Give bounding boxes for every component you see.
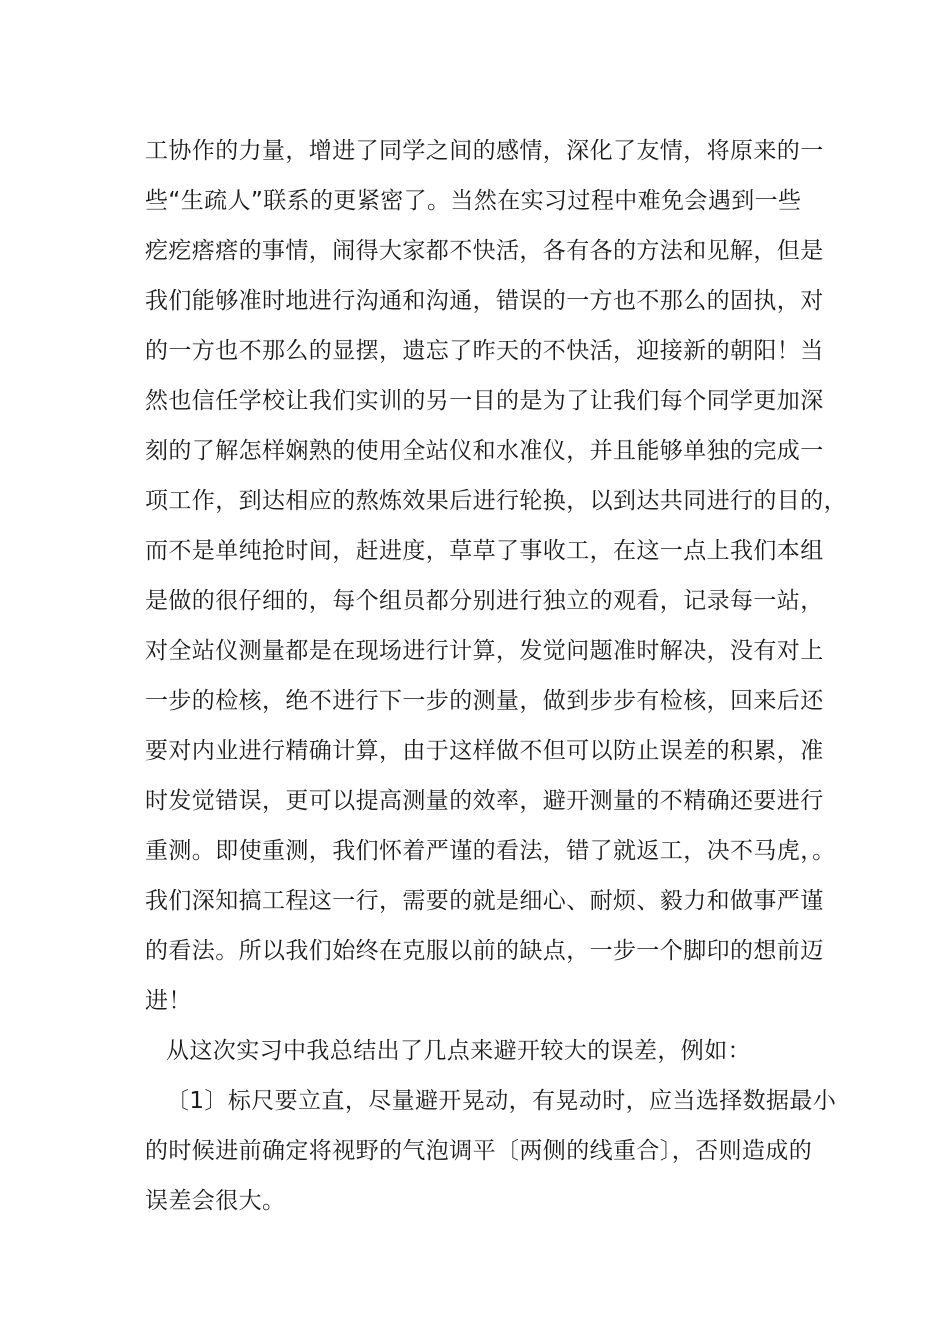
document-body [145, 126, 847, 1226]
paragraph-3 [145, 1076, 835, 1226]
text-line: 从这次实习中我总结出了几点来避开较大的误差，例如： [166, 1038, 751, 1064]
text-line: 时发觉错误，更可以提高测量的效率，避开测量的不精确还要进行 [145, 788, 824, 814]
text-line: 我们能够准时地进行沟通和沟通，错误的一方也不那么的固执，对 [145, 288, 824, 314]
text-line: 然也信任学校让我们实训的另一目的是为了让我们每个同学更加深 [145, 388, 824, 414]
text-line: 工协作的力量，增进了同学之间的感情，深化了友情，将原来的一 [145, 138, 824, 164]
text-line: 对全站仪测量都是在现场进行计算，发觉问题准时解决，没有对上 [145, 638, 824, 664]
text-line: 的看法。所以我们始终在克服以前的缺点，一步一个脚印的想前迈 [145, 938, 824, 964]
text-line: 要对内业进行精确计算，由于这样做不但可以防止误差的积累，准 [145, 738, 824, 764]
text-line: 项工作，到达相应的熬炼效果后进行轮换，以到达共同进行的目的， [145, 488, 847, 514]
text-line: 重测。即使重测，我们怀着严谨的看法，错了就返工，决不马虎，。 [145, 838, 836, 864]
text-line: 的一方也不那么的显摆，遗忘了昨天的不快活，迎接新的朝阳！当 [145, 338, 824, 364]
text-line: 进！ [145, 988, 192, 1014]
text-line: 〔1〕标尺要立直，尽量避开晃动，有晃动时，应当选择数据最小 [166, 1088, 837, 1114]
text-line: 是做的很仔细的，每个组员都分别进行独立的观看，记录每一站， [145, 588, 824, 614]
text-line: 一步的检核，绝不进行下一步的测量，做到步步有检核，回来后还 [145, 688, 824, 714]
text-line: 而不是单纯抢时间，赶进度，草草了事收工，在这一点上我们本组 [145, 538, 824, 564]
text-line: 我们深知搞工程这一行，需要的就是细心、耐烦、毅力和做事严谨 [145, 888, 824, 914]
text-line: 误差会很大。 [145, 1188, 286, 1214]
text-line: 些“生疏人”联系的更紧密了。当然在实习过程中难免会遇到一些 [145, 188, 802, 214]
text-line: 刻的了解怎样娴熟的使用全站仪和水准仪，并且能够单独的完成一 [145, 438, 824, 464]
paragraph-2 [145, 1026, 835, 1076]
paragraph-1 [145, 126, 847, 1026]
text-line: 疙疙瘩瘩的事情，闹得大家都不快活，各有各的方法和见解，但是 [145, 238, 824, 264]
text-line: 的时候进前确定将视野的气泡调平〔两侧的线重合〕，否则造成的 [145, 1138, 813, 1164]
